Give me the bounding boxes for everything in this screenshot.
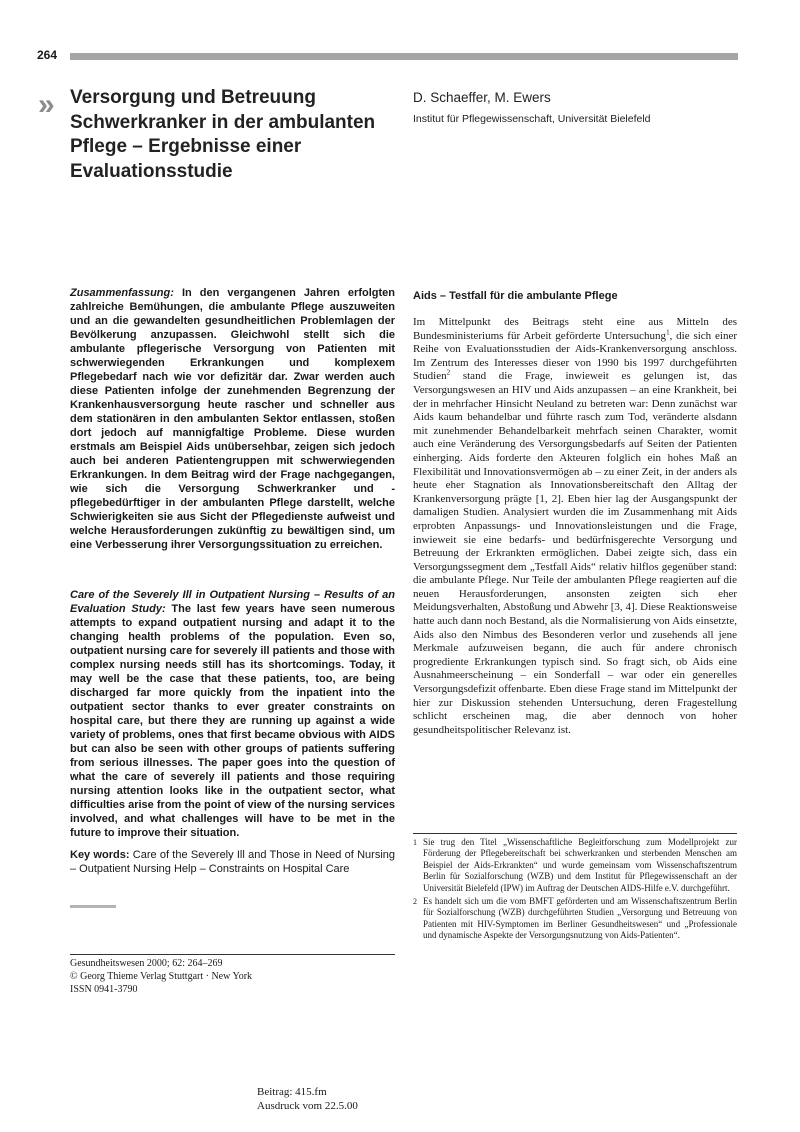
keywords-lead: Key words: bbox=[70, 849, 130, 861]
footnote bbox=[413, 837, 737, 894]
keywords bbox=[70, 848, 395, 876]
citation-publisher: © Georg Thieme Verlag Stuttgart · New York bbox=[70, 971, 253, 982]
footnote-ref-2[interactable]: 2 bbox=[446, 368, 451, 377]
header-rule bbox=[70, 53, 738, 60]
section-divider bbox=[70, 905, 116, 908]
production-date: Ausdruck vom 22.5.00 bbox=[257, 1100, 358, 1112]
abstract-english bbox=[70, 588, 395, 840]
article-title: Versorgung und Betreuung Schwerkranker in der ambulanten Pflege – Ergebnisse einer Evaluationsstudie bbox=[70, 87, 376, 182]
authors: D. Schaeffer, M. Ewers bbox=[413, 90, 551, 105]
footnote-text: Es handelt sich um die vom BMFT geförderten und am Wissenschaftszentrum Berlin für Sozialforschung (WZB) durchgeführten Studien „Versorgung und Betreuung von Patienten mit HIV-Symptomen im Berliner Gesundheitswesen“ und „Professionale und dynamische Aspekte der Versorgungsnutzung von Aids-Patienten“. bbox=[423, 896, 737, 941]
body-text-part-3: stand die Frage, inwieweit es gelungen ist, das Versorgungswesen an HIV und Aids anzupassen – an eine Krankheit, bei der in mehrfacher Hinsicht Neuland zu betreten war: Denn zunächst war Aids kaum behandelbar und führte rasch zum Tod, veränderte alsdann mit zunehmender Behandelbarkeit mehrfach seinen Charakter, womit auch eine Veränderung des Versorgungsbedarfs auf Seiten der Patienten einherging. Aids forderte den Akteuren folglich ein hohes Maß an Flexibilität und Innovationsvermögen ab – zu einer Zeit, in der anders als heute eher Stagnation als Innovationsbereitschaft den Alltag der Krankenversorgung prägte [1, 2]. Eben hier lag der Ausgangspunkt der damaligen Studien. Analysiert wurden die im Zusammenhang mit Aids erprobten Anpassungs- und Innovationsleistungen und die Frage, inwieweit sie eine bedarfs- und bedürfnisgerechte Versorgung und Betreuung der Erkrankten ermöglichen. Dabei zeigte sich, dass ein Versorgungssegment dem „Testfall Aids“ relativ hilflos gegenüber stand: die ambulante Pflege. Nur Teile der ambulanten Pflege reagierten auf die neuen Herausforderungen, ansonsten zeigten sich eher Meidungsverhalten, Abstoßung und Abwehr [3, 4]. Diese Reaktionsweise hatte auch dann noch Bestand, als die Normalisierung von Aids einsetzte, Aids also den Nimbus des Besonderen verlor und zusehends all jene Merkmale aufzuweisen begann, die auch für andere chronisch progrediente Erkrankungen typisch sind. So fragt sich, ob Aids eine Ausnahmeerscheinung – ein Sonderfall – war oder ein generelles Versorgungsdefizit offenbarte. Eben diese Frage stand im Mittelpunkt der hier zur Diskussion stehenden Untersuchung, deren Fragestellung schlicht erscheinen mag, die aber dennoch von hoher gesundheitspolitischer Relevanz ist. bbox=[413, 370, 737, 736]
body-text-part-2: , die sich einer Reihe von Evaluationsstudien der Aids-Krankenversorgung anschloss. Im Zentrum des Interesses dieser von 1990 bis 1997 durchgeführten Studien bbox=[413, 329, 737, 383]
page-number: 264 bbox=[37, 48, 58, 62]
section-heading: Aids – Testfall für die ambulante Pflege bbox=[413, 290, 618, 302]
production-file: Beitrag: 415.fm bbox=[257, 1086, 327, 1098]
keywords-text: Care of the Severely Ill and Those in Need of Nursing – Outpatient Nursing Help – Constraints on Hospital Care bbox=[70, 849, 396, 875]
abstract-german bbox=[70, 286, 395, 552]
footnote-text: Sie trug den Titel „Wissenschaftliche Begleitforschung zum Modellprojekt zur Förderung der Pflegebereitschaft bei schwerkranken und sterbenden Menschen am Beispiel der Aids-Erkrankten“ und wurde gemeinsam vom Wissenschaftszentrum Berlin für Sozialforschung (WZB) und dem Institut für Pflegewissenschaft an der Universität Bielefeld (IPW) im Auftrag der Deutschen AIDS-Hilfe e.V. durchgeführt. bbox=[423, 837, 737, 893]
footnote-ref-1[interactable]: 1 bbox=[666, 327, 670, 336]
citation-block bbox=[70, 957, 395, 996]
citation-issn: ISSN 0941-3790 bbox=[70, 984, 138, 995]
citation-journal: Gesundheitswesen 2000; 62: 264–269 bbox=[70, 958, 223, 969]
footnote-rule bbox=[413, 833, 737, 834]
production-note bbox=[257, 1085, 358, 1113]
footnote-number: 2 bbox=[413, 897, 417, 907]
abstract-english-text: The last few years have seen numerous attempts to expand outpatient nursing and adapt it to the changing health problems of the population. Even so, outpatient nursing care for severely ill patients and those with complex nursing needs still has its shortcomings. Today, it may well be the case that these patients, too, are being discharged far more quickly from the inpatient into the outpatient sector thanks to ever greater constraints on hospital care, but there they are running up against a wide variety of problems, ones that first became obvious with AIDS but can also be seen with other groups of patients suffering from serious illnesses. The paper goes into the question of what the care of severely ill patients and those requiring nursing attention looks like in the outpatient sector, what difficulties arise from the point of view of the nursing services involved, and what challenges will have to be met in the future to improve their situation. bbox=[70, 603, 395, 839]
footnotes bbox=[413, 837, 737, 944]
abstract-english-lead: Care of the Severely Ill in Outpatient Nursing – Results of an Evaluation Study: bbox=[70, 589, 395, 615]
body-text-part-1: Im Mittelpunkt des Beitrags steht eine aus Mitteln des Bundesministeriums für Arbeit geförderte Untersuchung bbox=[413, 316, 737, 342]
footnote bbox=[413, 896, 737, 942]
citation-rule bbox=[70, 954, 395, 955]
body-paragraph bbox=[413, 316, 737, 737]
abstract-german-text: In den vergangenen Jahren erfolgten zahlreiche Bemühungen, die ambulante Pflege auszuweiten und an die gewandelten gesundheitlichen Problemlagen der Bevölkerung anzupassen. Gleichwohl stellt sich die ambulante pflegerische Versorgung von Patienten mit schwerwiegenden Erkrankungen und komplexem Pflegebedarf nach wie vor defizitär dar. Zwar werden auch diese Patienten infolge der zunehmenden Begrenzung der Krankenhausversorgung heute rascher und schneller aus dem stationären in den ambulanten Sektor entlassen, stoßen dort jedoch auf mannigfaltige Probleme. Diese wurden erstmals am Beispiel Aids unübersehbar, zeigen sich jedoch auch bei anderen Patientengruppen mit schwerwiegenden Erkrankungen. In dem Beitrag wird der Frage nachgegangen, wie sich die Versorgung Schwerkranker und -pflegebedürftiger in der ambulanten Pflege darstellt, welche Schwierigkeiten sie aus Sicht der Pflegedienste aufweist und welche Herausforderungen zukünftig zu bewältigen sind, um eine Verbesserung ihrer Versorgungssituation zu erreichen. bbox=[70, 287, 395, 551]
abstract-german-lead: Zusammenfassung: bbox=[70, 287, 174, 299]
footnote-number: 1 bbox=[413, 838, 417, 847]
affiliation: Institut für Pflegewissenschaft, Universität Bielefeld bbox=[413, 113, 651, 125]
chevrons-icon: » bbox=[38, 88, 51, 121]
